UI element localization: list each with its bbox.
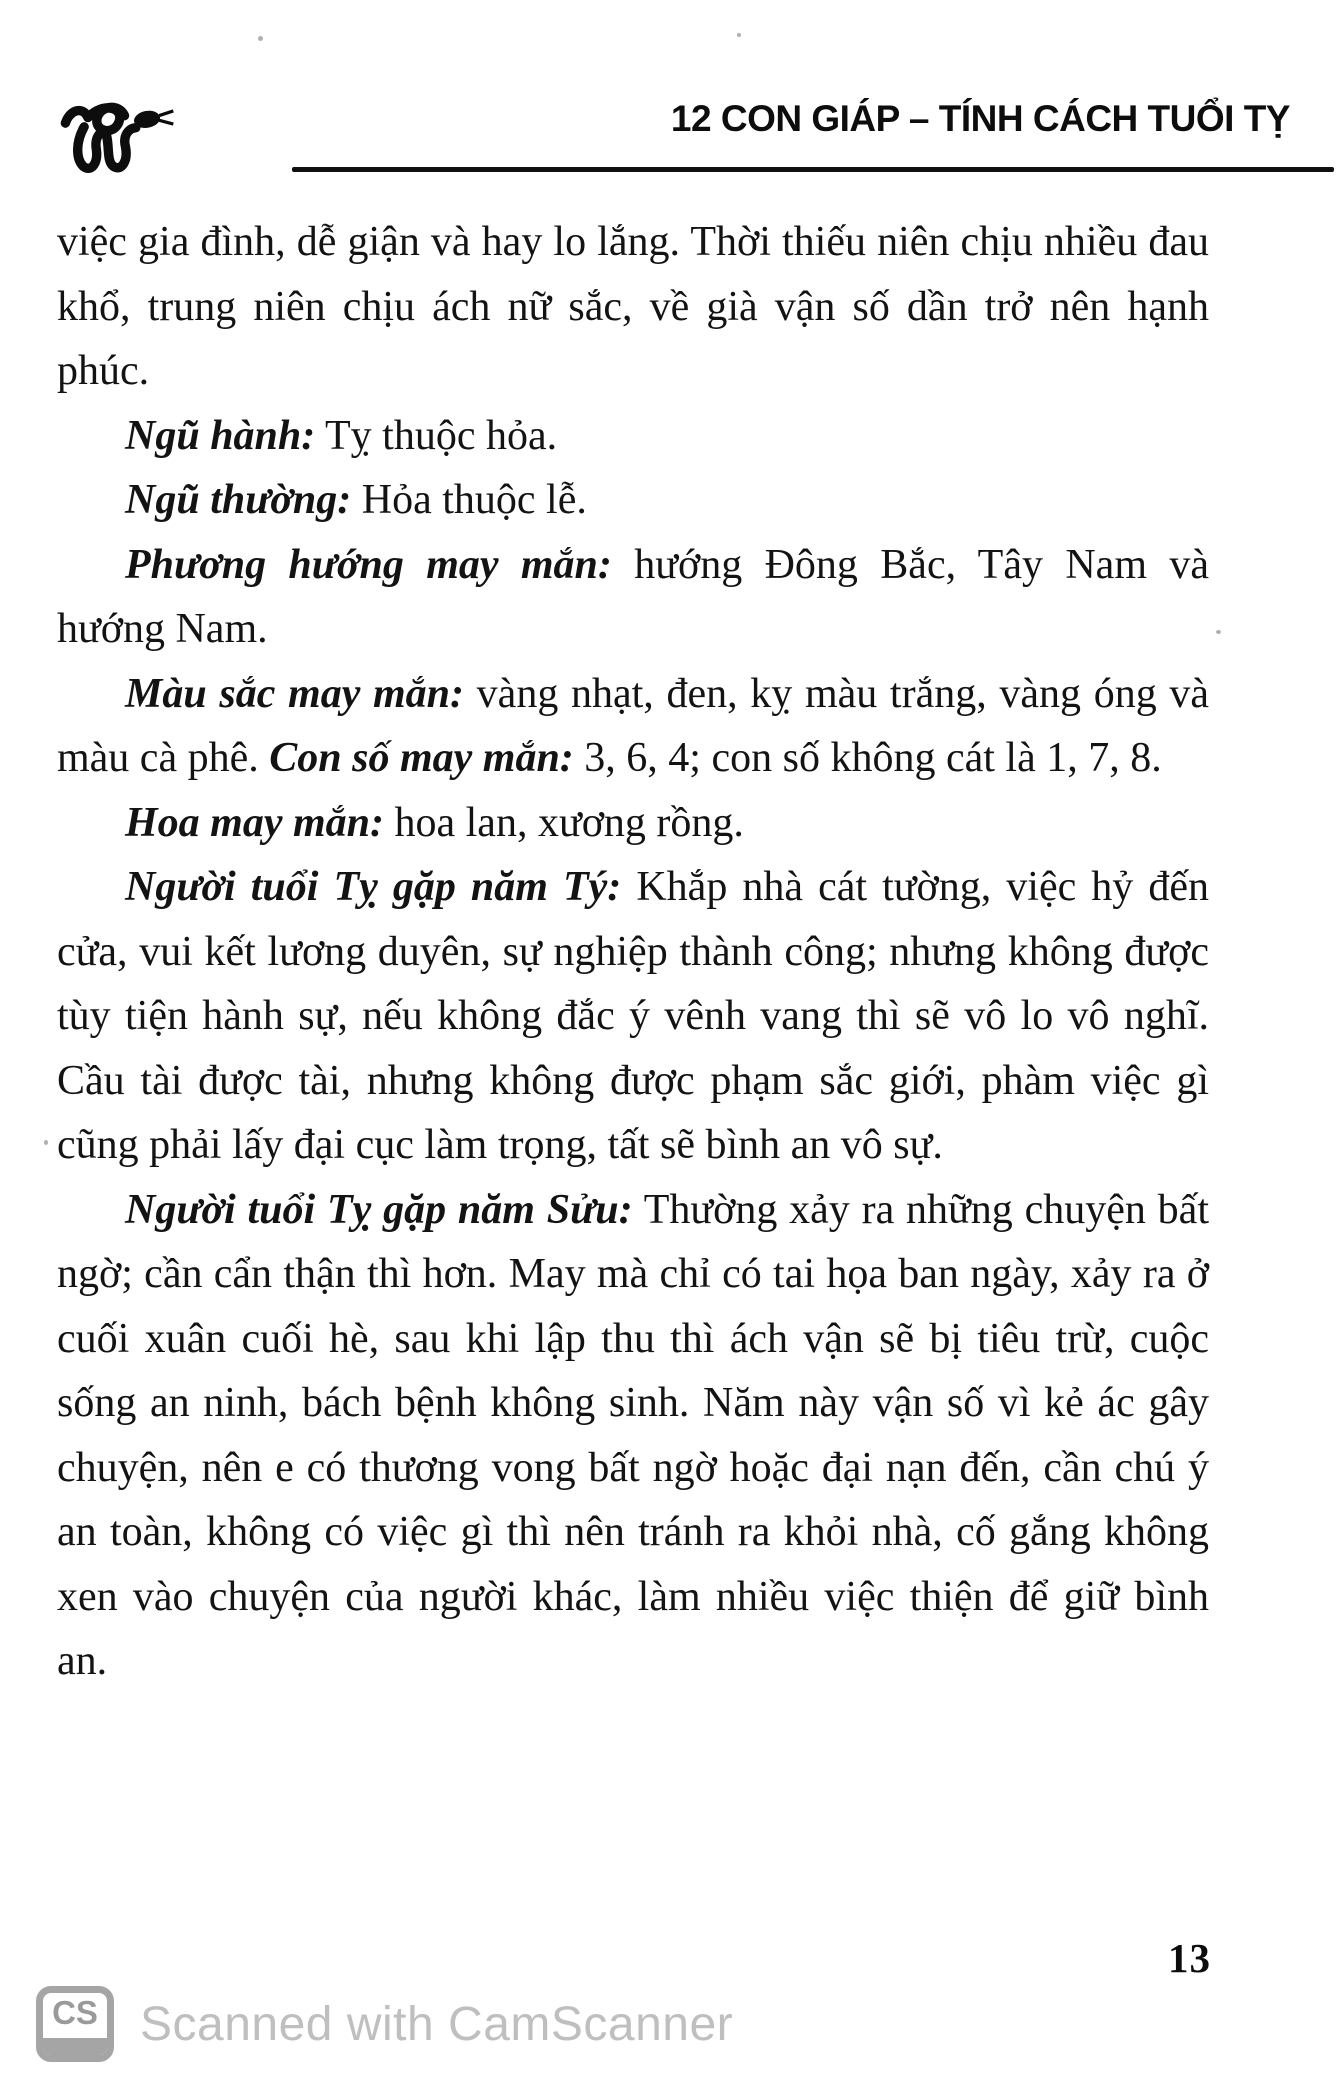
- paragraph: [57, 210, 1209, 404]
- paragraph-text: Khắp nhà cát tường, việc hỷ đến cửa, vui kết lương duyên, sự nghiệp thành công; nhưng không được tùy tiện hành sự, nếu không đắc ý vênh vang thì sẽ vô lo vô nghĩ. Cầu tài được tài, nhưng không được phạm sắc giới, phàm việc gì cũng phải lấy đại cục làm trọng, tất sẽ bình an vô sự.: [57, 864, 1209, 1168]
- paragraph: [57, 468, 1209, 533]
- paragraph: [57, 791, 1209, 856]
- paragraph-lead: Người tuổi Tỵ gặp năm Sửu:: [125, 1186, 633, 1233]
- paragraph-lead: Con số may mắn:: [269, 735, 574, 781]
- scan-speck: [737, 33, 741, 37]
- paragraph-lead: Ngũ hành:: [125, 412, 316, 459]
- paragraph-text: 3, 6, 4; con số không cát là 1, 7, 8.: [573, 735, 1162, 781]
- paragraph-text: vàng nhạt, đen, kỵ màu trắng, vàng óng và màu cà phê.: [57, 670, 1209, 781]
- paragraph-text: hướng Đông Bắc, Tây Nam và hướng Nam.: [57, 541, 1209, 652]
- paragraph: [57, 1178, 1209, 1694]
- paragraph-lead: Phương hướng may mắn:: [125, 541, 612, 588]
- paragraph-lead: Ngũ thường:: [125, 477, 352, 523]
- paragraph-text: hoa lan, xương rồng.: [384, 799, 744, 846]
- paragraph: [57, 662, 1209, 791]
- paragraph: [57, 855, 1209, 1178]
- paragraph-text: Tỵ thuộc hỏa.: [315, 412, 558, 459]
- snake-icon: [56, 92, 178, 188]
- camscanner-logo-bar: [43, 2038, 107, 2055]
- camscanner-logo-letters: CS: [52, 1994, 98, 2031]
- paragraph-lead: Người tuổi Tỵ gặp năm Tý:: [125, 864, 622, 910]
- watermark-text: Scanned with CamScanner: [140, 1997, 734, 2051]
- scan-speck: [44, 1140, 48, 1145]
- header-rule: [292, 167, 1334, 172]
- scan-speck: [258, 36, 263, 41]
- scan-speck: [1216, 630, 1221, 634]
- paragraph: [57, 404, 1209, 469]
- camscanner-logo-icon: [36, 1986, 114, 2062]
- paragraph-lead: Hoa may mắn:: [125, 799, 384, 846]
- paragraph-text: Thường xảy ra những chuyện bất ngờ; cần cẩn thận thì hơn. May mà chỉ có tai họa ban ngày, xảy ra ở cuối xuân cuối hè, sau khi lập thu thì ách vận sẽ bị tiêu trừ, cuộc sống an ninh, bách bệnh không sinh. Năm này vận số vì kẻ ác gây chuyện, nên e có thương vong bất ngờ hoặc đại nạn đến, cần chú ý an toàn, không có việc gì thì nên tránh ra khỏi nhà, cố gắng không xen vào chuyện của người khác, làm nhiều việc thiện để giữ bình an.: [57, 1186, 1209, 1684]
- text-column: [57, 210, 1209, 1694]
- page-number: 13: [1168, 1935, 1211, 1981]
- camscanner-watermark: [36, 1986, 733, 2062]
- paragraph: [57, 533, 1209, 662]
- page-header-title: 12 CON GIÁP – TÍNH CÁCH TUỔI TỴ: [670, 98, 1290, 139]
- paragraph-lead: Màu sắc may mắn:: [125, 670, 465, 717]
- paragraph-text: việc gia đình, dễ giận và hay lo lắng. Thời thiếu niên chịu nhiều đau khổ, trung niên chịu ách nữ sắc, về già vận số dần trở nên hạnh phúc.: [57, 219, 1209, 394]
- paragraph-text: Hỏa thuộc lễ.: [351, 477, 587, 523]
